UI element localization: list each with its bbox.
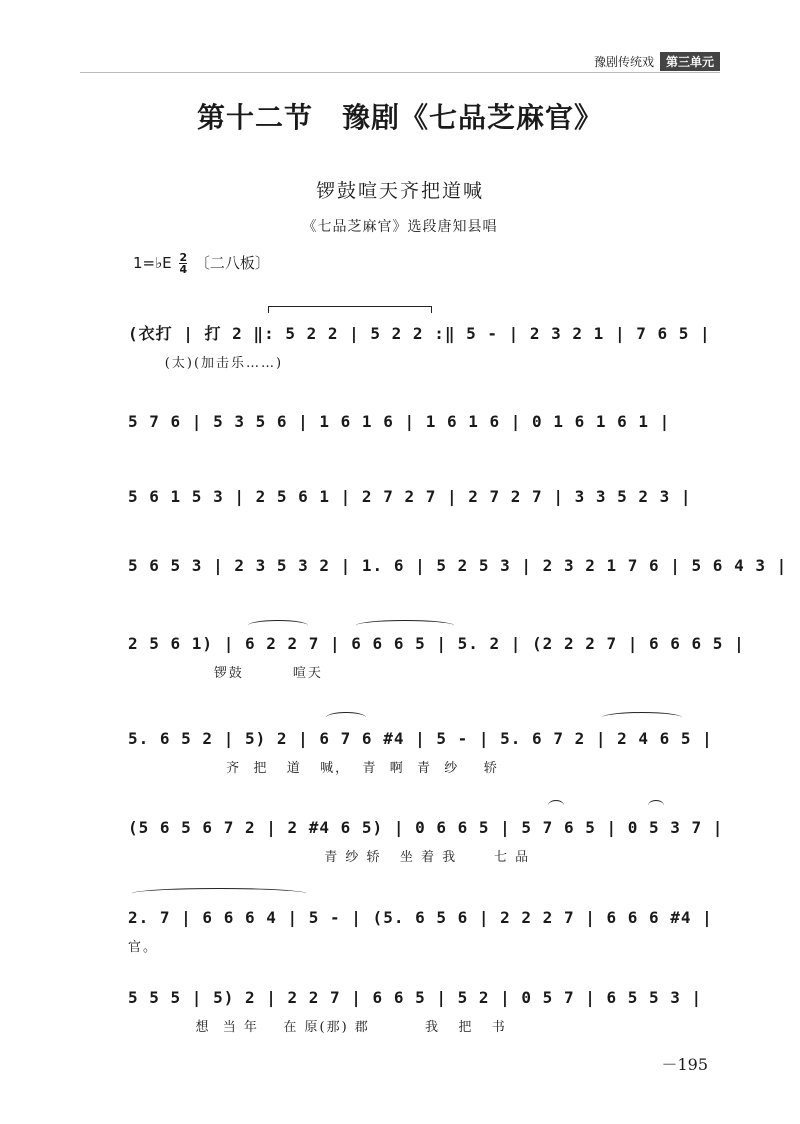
slur-mark [132,888,306,899]
score-row [128,988,703,1035]
time-sig-numerator: 2 [179,251,188,264]
song-title: 锣鼓喧天齐把道喊 [315,180,484,202]
header-section: 豫剧传统戏 [593,55,654,69]
running-header [594,52,720,71]
slur-mark [356,620,454,631]
slur-mark [326,712,366,723]
slur-mark [648,800,664,811]
notation-line: 5 5 5 | 5) 2 | 2 2 7 | 6 6 5 | 5 2 | 0 5 7 | 6 5 5 3 | [128,988,703,1007]
score-row [128,818,724,865]
page-number: －195 [661,1055,708,1074]
slur-mark [248,620,308,631]
notation-line: 2 5 6 1) | 6 2 2 7 | 6 6 6 5 | 5. 2 | (2 2 2 7 | 6 6 6 5 | [128,634,745,653]
slur-mark [602,712,682,723]
lyrics-line: 锣鼓 喧天 [128,666,323,681]
lyrics-line: 想 当 年 在 原(那) 郡 我 把 书 [128,1020,507,1035]
header-divider [80,72,720,73]
key-signature [133,252,270,275]
notation-line: 5 7 6 | 5 3 5 6 | 1 6 1 6 | 1 6 1 6 | 0 1 6 1 6 1 | [128,412,671,431]
key-prefix: 1=♭E [133,254,172,272]
score-row [128,487,692,527]
score-row [128,729,713,776]
notation-line: 5 6 5 3 | 2 3 5 3 2 | 1. 6 | 5 2 5 3 | 2 3 2 1 7 6 | 5 6 4 3 | [128,556,788,575]
time-signature [179,252,187,275]
score-row [128,324,711,371]
lyrics-line: (太)(加击乐……) [128,356,284,371]
time-sig-denominator: 4 [179,263,188,276]
lyrics-line: 官。 [128,940,159,955]
score-row [128,412,688,452]
score-row [128,634,745,681]
notation-line: 5. 6 5 2 | 5) 2 | 6 7 6 #4 | 5 - | 5. 6 7 2 | 2 4 6 5 | [128,729,713,748]
score-row [128,908,713,955]
header-unit-badge: 第三单元 [660,52,720,71]
score-row [128,556,788,596]
song-source: 《七品芝麻官》选段唐知县唱 [302,219,498,235]
notation-line: 5 6 1 5 3 | 2 5 6 1 | 2 7 2 7 | 2 7 2 7 | 3 3 5 2 3 | [128,487,692,506]
page-title: 第十二节 豫剧《七品芝麻官》 [196,101,603,134]
notation-line: (5 6 5 6 7 2 | 2 #4 6 5) | 0 6 6 5 | 5 7 6 5 | 0 5 3 7 | [128,818,724,837]
notation-line: 2. 7 | 6 6 6 4 | 5 - | (5. 6 5 6 | 2 2 2 7 | 6 6 6 #4 | [128,908,713,927]
repeat-bracket [268,306,432,313]
lyrics-line: 齐 把 道 喊， 青 啊 青 纱 轿 [128,761,499,776]
tempo-mark: 〔二八板〕 [194,254,270,272]
slur-mark [548,800,564,811]
notation-line: (衣打 | 打 2 ‖: 5 2 2 | 5 2 2 :‖ 5 - | 2 3 2 1 | 7 6 5 | [128,324,711,343]
lyrics-line: 青 纱 轿 坐 着 我 七 品 [128,850,531,865]
